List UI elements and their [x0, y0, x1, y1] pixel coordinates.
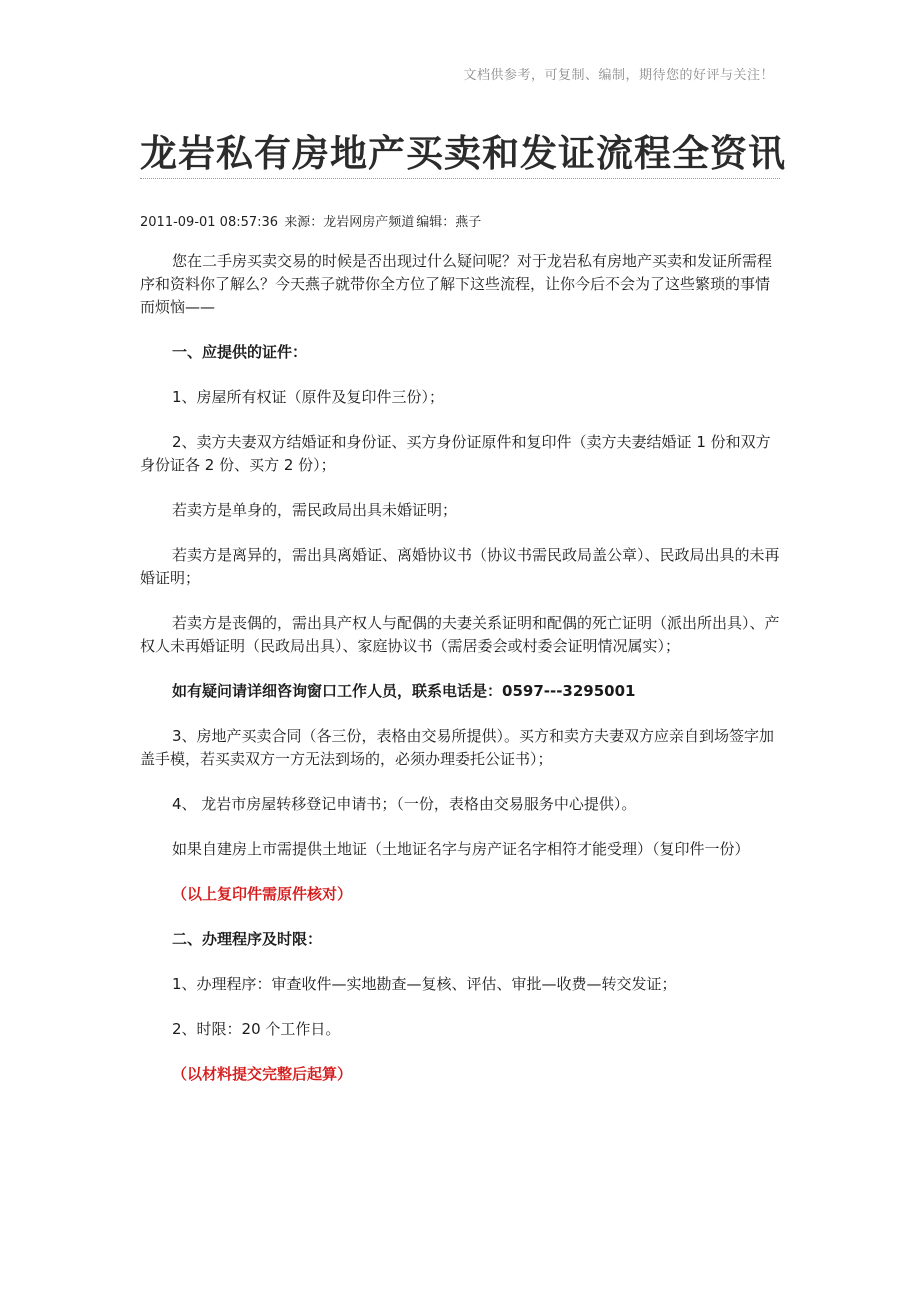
article-meta: [140, 211, 483, 230]
condition-single: 若卖方是单身的，需民政局出具未婚证明；: [172, 501, 458, 519]
meta-datetime: 2011-09-01 08:57:36: [140, 215, 279, 230]
list-item: 2、卖方夫妻双方结婚证和身份证、买方身份证原件和复印件（卖方夫妻结婚证 1 份和双方身份证各 2 份、买方 2 份）；: [140, 433, 771, 474]
condition-divorced: 若卖方是离异的，需出具离婚证、离婚协议书（协议书需民政局盖公章）、民政局出具的未再婚证明；: [140, 546, 780, 587]
procedure-item: 2、时限：20 个工作日。: [172, 1020, 341, 1038]
meta-editor: 编辑：燕子: [416, 215, 482, 230]
list-item: 1、房屋所有权证（原件及复印件三份）；: [172, 388, 445, 406]
contact-info: 如有疑问请详细咨询窗口工作人员，联系电话是：0597---3295001: [172, 682, 636, 700]
red-note-copies: （以上复印件需原件核对）: [172, 885, 353, 903]
intro-paragraph: 您在二手房买卖交易的时候是否出现过什么疑问呢？对于龙岩私有房地产买卖和发证所需程序和资料你了解么？今天燕子就带你全方位了解下这些流程，让你今后不会为了这些繁琐的事情而烦恼——: [140, 252, 773, 316]
section-heading-documents: 一、应提供的证件：: [172, 343, 308, 361]
selfbuilt-note: 如果自建房上市需提供土地证（土地证名字与房产证名字相符才能受理）（复印件一份）: [172, 840, 750, 858]
title-divider: [140, 178, 780, 179]
list-item: 3、房地产买卖合同（各三份，表格由交易所提供）。买方和卖方夫妻双方应亲自到场签字加盖手模，若买卖双方一方无法到场的，必须办理委托公证书）；: [140, 727, 775, 768]
page-title: 龙岩私有房地产买卖和发证流程全资讯: [140, 131, 786, 175]
condition-widowed: 若卖方是丧偶的，需出具产权人与配偶的夫妻关系证明和配偶的死亡证明（派出所出具）、产权人未再婚证明（民政局出具）、家庭协议书（需居委会或村委会证明情况属实）；: [140, 614, 780, 655]
header-note: 文档供参考，可复制、编制，期待您的好评与关注！: [463, 68, 774, 83]
red-note-timing: （以材料提交完整后起算）: [172, 1065, 353, 1083]
meta-source: 来源：龙岩网房产频道: [284, 215, 415, 230]
section-heading-procedure: 二、办理程序及时限：: [172, 930, 323, 948]
list-item: 4、 龙岩市房屋转移登记申请书；（一份，表格由交易服务中心提供）。: [172, 795, 637, 813]
procedure-item: 1、办理程序：审查收件—实地勘查—复核、评估、审批—收费—转交发证；: [172, 975, 677, 993]
article-body: [140, 250, 780, 1108]
